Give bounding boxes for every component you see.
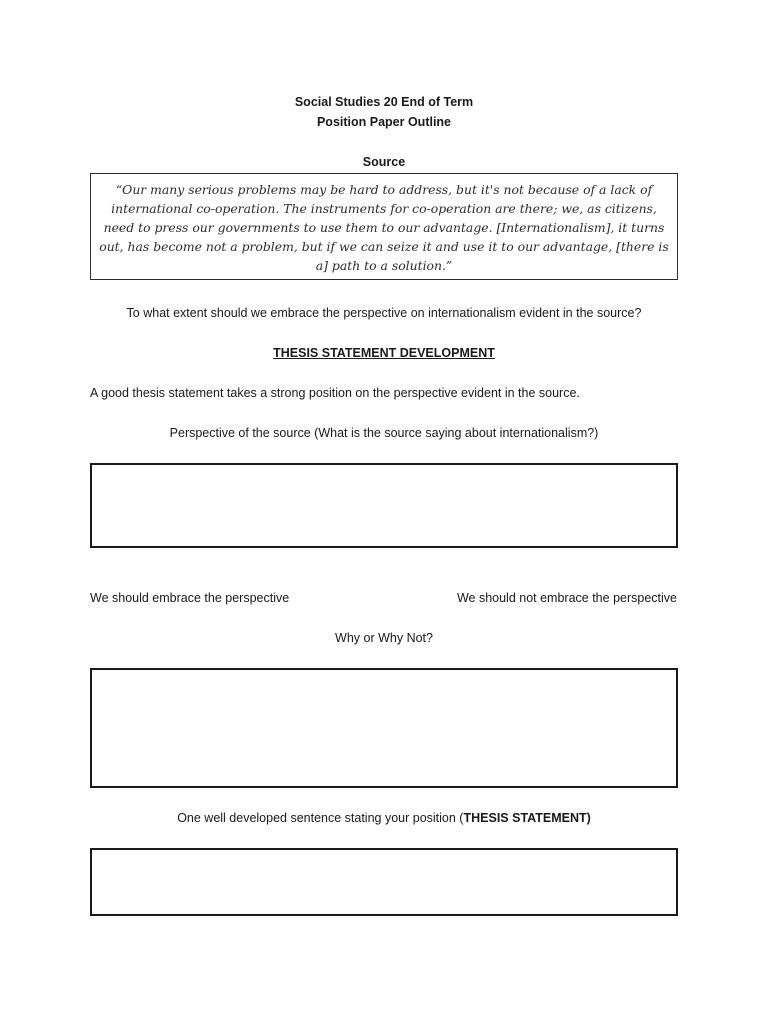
embrace-option: We should embrace the perspective [90,591,290,605]
thesis-statement-box[interactable] [90,848,678,916]
document-title: Social Studies 20 End of Term [294,95,474,109]
why-answer-box[interactable] [90,668,678,788]
not-embrace-option: We should not embrace the perspective [456,591,677,605]
document-subtitle: Position Paper Outline [316,115,452,129]
sentence-prompt-line [0,810,768,826]
perspective-answer-box[interactable] [90,463,678,548]
source-heading: Source [362,155,406,169]
inquiry-question: To what extent should we embrace the perspective on internationalism evident in the source? [126,306,642,320]
sentence-prompt-bold: THESIS STATEMENT) [463,811,591,825]
source-quote: “Our many serious problems may be hard to address, but it's not because of a lack of international co-operation. The instruments for co-operation are there; we, as citizens, need to press our governments to use them to our advantage. [Internationalism], it turns out, has become not a problem, but if we can seize it and use it to our advantage, [there is a] path to a solution.” [99,182,669,273]
sentence-prompt: One well developed sentence stating your position ( [177,811,464,825]
why-prompt: Why or Why Not? [335,631,433,645]
thesis-heading: THESIS STATEMENT DEVELOPMENT [273,346,495,360]
source-quote-box [90,173,678,280]
thesis-intro: A good thesis statement takes a strong position on the perspective evident in the source. [90,386,580,400]
perspective-prompt: Perspective of the source (What is the source saying about internationalism?) [169,426,599,440]
